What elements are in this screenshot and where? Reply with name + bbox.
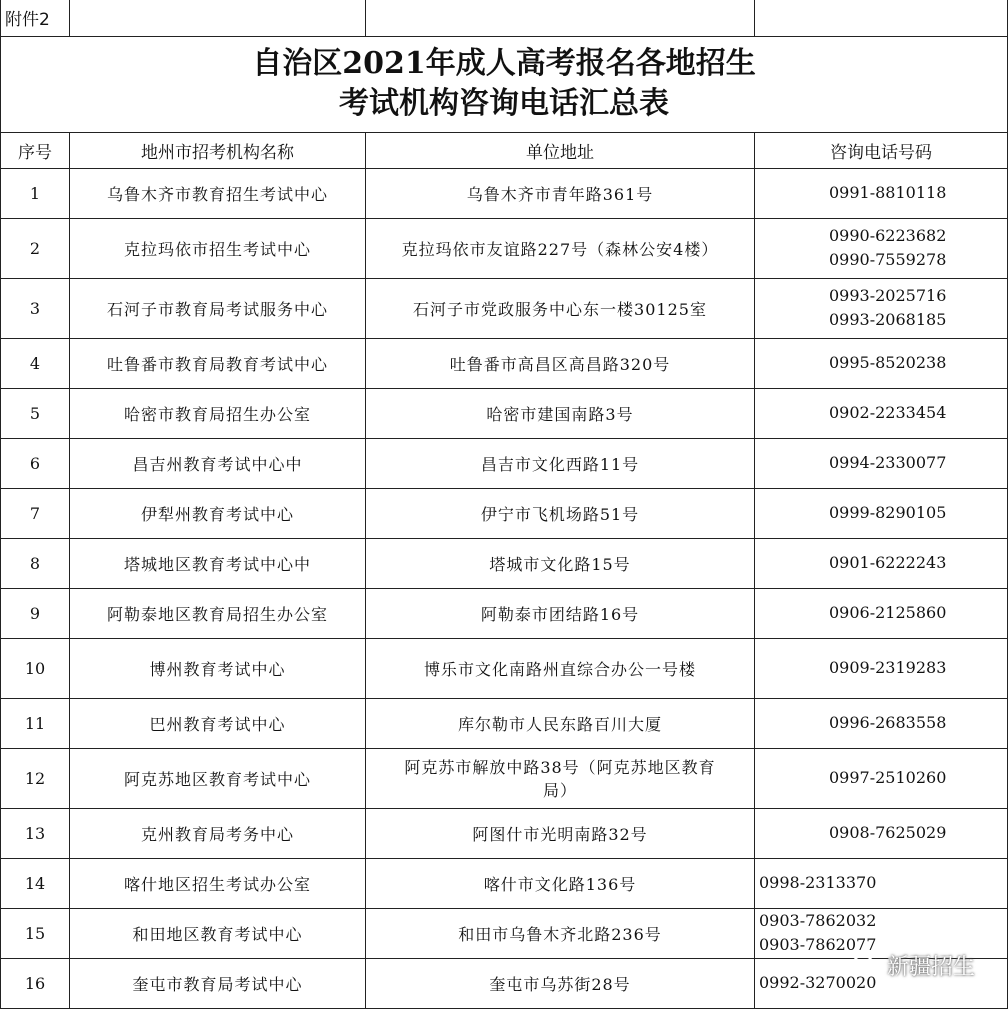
header-name: 地州市招考机构名称 (70, 132, 366, 168)
row-number: 6 (1, 438, 70, 488)
table-row (1, 538, 1008, 588)
phone-cell (755, 698, 1008, 748)
address-line: 奎屯市乌苏街28号 (489, 974, 631, 994)
address-line: 乌鲁木齐市青年路361号 (466, 184, 654, 204)
address-line: 阿克苏市解放中路38号（阿克苏地区教育 (404, 758, 716, 777)
row-number: 4 (1, 338, 70, 388)
agency-address (366, 588, 755, 638)
row-number: 13 (1, 808, 70, 858)
agency-name: 克拉玛依市招生考试中心 (70, 218, 366, 278)
agency-name: 博州教育考试中心 (70, 638, 366, 698)
row-number: 11 (1, 698, 70, 748)
row-number: 3 (1, 278, 70, 338)
address-line: 博乐市文化南路州直综合办公一号楼 (423, 659, 696, 679)
phone-number: 0909-2319283 (829, 658, 947, 677)
agency-name: 和田地区教育考试中心 (70, 908, 366, 958)
phone-cell (755, 168, 1008, 218)
table-row (1, 278, 1008, 338)
row-number: 5 (1, 388, 70, 438)
title-row (1, 36, 1008, 132)
phone-cell (755, 438, 1008, 488)
phone-number: 0993-2025716 (829, 286, 947, 305)
agency-address (366, 858, 755, 908)
attachment-label: 附件2 (1, 0, 70, 36)
address-line: 克拉玛依市友谊路227号（森林公安4楼） (401, 239, 719, 259)
agency-address (366, 218, 755, 278)
empty-cell (755, 0, 1008, 36)
address-line: 伊宁市飞机场路51号 (480, 504, 640, 524)
phone-cell (755, 808, 1008, 858)
table-row (1, 438, 1008, 488)
row-number: 9 (1, 588, 70, 638)
address-line: 哈密市建国南路3号 (486, 404, 634, 424)
phone-number: 0901-6222243 (829, 553, 947, 572)
row-number: 1 (1, 168, 70, 218)
address-line: 石河子市党政服务中心东一楼30125室 (413, 299, 707, 319)
phone-cell (755, 638, 1008, 698)
attachment-row (1, 0, 1008, 36)
agency-name: 巴州教育考试中心 (70, 698, 366, 748)
phone-cell (755, 588, 1008, 638)
phone-number: 0990-7559278 (829, 250, 947, 269)
table-row (1, 168, 1008, 218)
row-number: 12 (1, 748, 70, 808)
watermark (851, 950, 975, 981)
phone-number: 0902-2233454 (829, 403, 947, 422)
row-number: 10 (1, 638, 70, 698)
phone-number: 0998-2313370 (759, 873, 877, 892)
address-line: 库尔勒市人民东路百川大厦 (457, 714, 662, 734)
agency-address (366, 748, 755, 808)
empty-cell (70, 0, 366, 36)
agency-address (366, 388, 755, 438)
agency-name: 奎屯市教育局考试中心 (70, 958, 366, 1008)
agency-name: 哈密市教育局招生办公室 (70, 388, 366, 438)
address-line: 昌吉市文化西路11号 (480, 454, 640, 474)
phone-number: 0991-8810118 (829, 183, 947, 202)
row-number: 14 (1, 858, 70, 908)
phone-cell (755, 218, 1008, 278)
agency-address (366, 488, 755, 538)
table-row (1, 858, 1008, 908)
title-line-1: 自治区2021年成人高考报名各地招生 (252, 46, 756, 81)
address-line: 喀什市文化路136号 (483, 874, 637, 894)
phone-cell (755, 488, 1008, 538)
phone-cell (755, 858, 1008, 908)
address-line: 和田市乌鲁木齐北路236号 (458, 924, 662, 944)
phone-number: 0906-2125860 (829, 603, 947, 622)
phone-cell (755, 748, 1008, 808)
phone-cell (755, 538, 1008, 588)
agency-name: 伊犁州教育考试中心 (70, 488, 366, 538)
phone-number: 0994-2330077 (829, 453, 947, 472)
header-address: 单位地址 (366, 132, 755, 168)
agency-name: 昌吉州教育考试中心中 (70, 438, 366, 488)
phone-number: 0997-2510260 (829, 768, 947, 787)
empty-cell (366, 0, 755, 36)
phone-number: 0992-3270020 (759, 973, 877, 992)
phone-number: 0999-8290105 (829, 503, 947, 522)
agency-address (366, 438, 755, 488)
row-number: 8 (1, 538, 70, 588)
agency-name: 阿勒泰地区教育局招生办公室 (70, 588, 366, 638)
address-line: 局） (542, 781, 577, 800)
agency-name: 克州教育局考务中心 (70, 808, 366, 858)
table-row (1, 388, 1008, 438)
address-line: 吐鲁番市高昌区高昌路320号 (449, 354, 671, 374)
table-row (1, 338, 1008, 388)
row-number: 15 (1, 908, 70, 958)
agency-address (366, 698, 755, 748)
table-row (1, 748, 1008, 808)
phone-cell (755, 388, 1008, 438)
table-row (1, 808, 1008, 858)
agency-name: 乌鲁木齐市教育招生考试中心 (70, 168, 366, 218)
header-row (1, 132, 1008, 168)
row-number: 16 (1, 958, 70, 1008)
phone-number: 0908-7625029 (829, 823, 947, 842)
address-line: 阿图什市光明南路32号 (472, 824, 648, 844)
agency-address (366, 278, 755, 338)
phone-number: 0995-8520238 (829, 353, 947, 372)
table-row (1, 588, 1008, 638)
phone-number: 0996-2683558 (829, 713, 947, 732)
agency-address (366, 638, 755, 698)
agency-address (366, 808, 755, 858)
address-line: 阿勒泰市团结路16号 (480, 604, 640, 624)
agency-name: 吐鲁番市教育局教育考试中心 (70, 338, 366, 388)
table-row (1, 698, 1008, 748)
phone-cell (755, 338, 1008, 388)
phone-cell (755, 278, 1008, 338)
phone-number: 0990-6223682 (829, 226, 947, 245)
agency-address (366, 168, 755, 218)
row-number: 2 (1, 218, 70, 278)
agency-name: 石河子市教育局考试服务中心 (70, 278, 366, 338)
table-row (1, 488, 1008, 538)
address-line: 塔城市文化路15号 (489, 554, 631, 574)
agency-address (366, 338, 755, 388)
phone-number: 0993-2068185 (829, 310, 947, 329)
agency-name: 塔城地区教育考试中心中 (70, 538, 366, 588)
agency-address (366, 538, 755, 588)
wechat-icon (851, 953, 881, 979)
title-line-2: 考试机构咨询电话汇总表 (339, 86, 669, 121)
watermark-text: 新疆招生 (886, 955, 975, 980)
agency-address (366, 958, 755, 1008)
agency-address (366, 908, 755, 958)
header-phone: 咨询电话号码 (755, 132, 1008, 168)
table-title (1, 36, 1008, 132)
agency-name: 喀什地区招生考试办公室 (70, 858, 366, 908)
agency-name: 阿克苏地区教育考试中心 (70, 748, 366, 808)
row-number: 7 (1, 488, 70, 538)
phone-number: 0903-7862032 (759, 911, 877, 930)
table-row (1, 638, 1008, 698)
table-row (1, 218, 1008, 278)
header-no: 序号 (1, 132, 70, 168)
phone-number: 0903-7862077 (759, 935, 877, 954)
